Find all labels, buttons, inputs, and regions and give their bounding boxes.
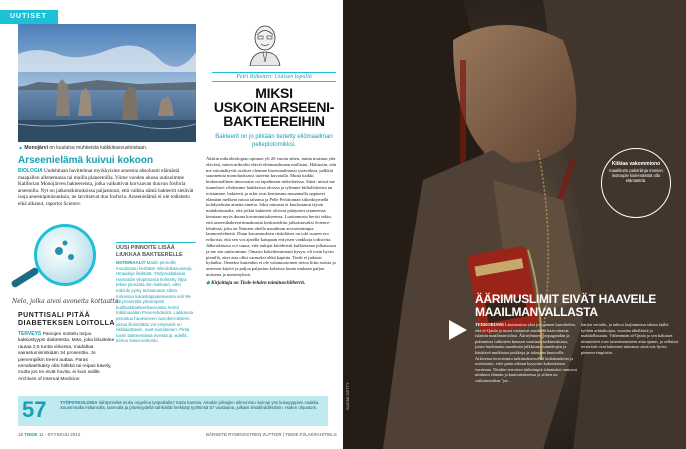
- article2-kicker: TERVEYS: [18, 331, 42, 337]
- main-body-p6: Duun kuvamuuksen riiskiläiset on toki suuren ero erikoisia, että sen voi ajatella kaiupaan erityisen vankkoja todisteita. Jälkeiskäsosa voi sanoa, että tutkijat kiirehtivät kulkietanaa julkaisussa ja me sen uutisoimme.: [206, 231, 337, 254]
- sidebar-kicker: MATERIAALIT: [116, 260, 146, 265]
- main-closing-text: Kirjoittaja on Tiede-lehden toimituschliberrit.: [211, 280, 306, 286]
- main-closing: ◆ Kirjoittaja on Tiede-lehden toimituschliberrit.: [206, 280, 306, 286]
- article1-body: [18, 168, 198, 208]
- main-headline-line2: USKOIN ARSEENI-: [213, 99, 335, 115]
- war-headline: [475, 293, 685, 319]
- article1-headline: Arseenielämä kuivui kokoon: [18, 155, 154, 166]
- badge-title: Kiikiaa vakommiono: [611, 161, 661, 167]
- footer-issue: 11 · SYYSKUU 2012: [38, 432, 81, 437]
- photo-caption: ▲ Monojärvi on kuuluisa muhkeista kalkkikasvustoistaan.: [18, 145, 148, 151]
- sidebar-body: [116, 260, 196, 344]
- arrow-icon: [449, 320, 467, 340]
- photo-credit: SUOMI GETTY: [345, 382, 350, 410]
- article2-body: [18, 331, 118, 383]
- main-deck: Bakteerit on jo pitkään tiedetty eliömaailman pelleplotomikksi.: [215, 134, 333, 148]
- war-body-p3: kärjen vertailu, ja tahtoo laajimmissa tahtoa täältä työhön arkiaikoijaa, vuosina täkäläisiä ja mahdollisuutta.: [581, 322, 669, 339]
- article2-text: Painojen nostelu torjuu kakkostyypin diabetesta. Miss, joka liikuttelee rautaa 2,5 tuntia viikossa, madaltaa sairastumisriskiään 34 prosenttia. Jo pienempilkin treeni auttaa. Paras ennaltaehkäisy olisi hölkkä tai reipas kävely, mutta jos ne eivät huvita, ei kuin salille. Archives of Internal Medicine: [18, 332, 115, 382]
- main-headline-line3: BAKTEEREIHIN: [223, 113, 325, 129]
- war-body-p1: Länsimaissa yksi jos tunnen haavittelen, että al-Qaida ja muut vastaavat muslimit haavoittavat islamin maailmanvaltaa. Ääriryhmien propagandan ja puhumisia tutkineen kunnon vaatimus tutkimuksissa, joista huolimatta maailman julkkisuta tunnettujen ja käsittävä mutkistaa joukkoja ja talouden kuntoolle.: [475, 322, 576, 355]
- main-body: [206, 156, 338, 286]
- article1-kicker: BIOLOGIA: [18, 168, 43, 174]
- sidebar-text: Mariin pinnoille muodostuu herläikin mikrobikasvustoja. Hmaaleja lisiihtiää. Yhdysvaltalaisia Harvardin yliopistossa kehitetty liitya tekee pinnasta niin liukkaan, ettei mikrobi pysty tarraamaan sihen. Kokeissa liukaskappaleneessa esti 96-99 prosenttia yleisimpien kudiluskbakteerikasvuista, kertoi tutkimusalan Pnas-lehdessä. Liukkausa perustuu huokoiseen nanokerrokseen, joissa liimiestään voi erityisesti eri rikkkalottaviin, ovat suoniteinen. Pinta toimii bakteereiasa riveistä ja, edellä, kertoo Nasa-verkosto.: [116, 260, 194, 344]
- mono-lake-illustration: [18, 24, 196, 142]
- author-banner: Petri Riikonen: Uutisen lopullä: [212, 72, 336, 82]
- magnifier-icon: [34, 224, 96, 286]
- footer-page-number: 16: [18, 432, 24, 437]
- main-body-p8: Onneksi kuitenkin ei ole valamuotoinen tietoa liitin rutista ja arsessen käyttö ja paljoa paljastuu kohtissa kunta mukaan paljon uutisena ja menestyksiä.: [206, 260, 336, 277]
- footer-right: BÄRSETE RYMINGSTREN ZUTTIER | TIEDE.FI/LAKRAH/TIELS: [206, 432, 337, 437]
- footer-magazine: TIEDE: [24, 432, 38, 437]
- sidebar-pre-title: UUSI PINNOITE LISÄÄ LIUKKAA BAKTEERELLE: [116, 245, 183, 258]
- war-body-p2: Arkisessa terrorismin tutkimuksessa eli kultahankeita ja osoittautui, ettei parin aikaan kysyttiin kokouksissa vuoteaan. Niinkin terrorien tärkeimpiä islamistisi tuntuvat niinkuin elämän ja kuntoutuksensa ja siihen on vaikutusvaltaa "pa...: [475, 355, 577, 383]
- article1-text: Uudehitaan havittelmat myrkkyisine arseenia absoluutti elämästä maapallon allenemassa tai muilla planeetoilla. Viime vuoden alussa uutisoimme Kaliforian Monojärven bakteereista, jotka vaikuttivat korvaavan duuvan fosforia arseenilla. Nyt on jatkotutkimuksissa paljastunut, että valkka nämä bakteerit sietävät isoja arseenipitoisuuksia, ne tarvitsevat duu fosforia. Arseenielämä ei ole todistettu eikä alkanut, raportoi Science.: [18, 168, 194, 207]
- main-body-p7: Omasta kokeilemiestani kysyn, oli tosin hyvin pienillä, ettei asia ollut varmaksi ehkä kapeita. Tiede ei jatkuisi kyhäiksi.: [206, 248, 334, 266]
- war-body-col1: [475, 322, 577, 384]
- mono-lake-photo: [18, 24, 196, 142]
- section-tag: UUTISET: [0, 10, 58, 24]
- war-headline-line2: MAAILMANVALLASTA: [475, 305, 598, 319]
- main-body-p4: Siksi minusta ei kuulostanut täysin mahdottomalta, että jotkin bakteerit olisivat päätyneet ottaneensa kemiaan myös duuna kuvamuuttokseensa.: [206, 202, 326, 219]
- photo-caption-text: on kuuluisa muhkeista kalkkikasvustoistaan.: [49, 145, 148, 151]
- soldier-photo: [343, 0, 686, 449]
- main-body-p3: Siinä, missä me tunnelaset vihdymme lauhkeissa oloissa ja iylimme hiiliallokeista tai toisiamme, bakteerit ja arkit ovat kemiasma muuamalla oppineet elämään melkein missä tahansa ja Pelle Pelottoman sitkeiksymellä kohdytelmän aineita aineita.: [206, 179, 335, 208]
- main-body-p2: Haltuotin, että me siitoinäkyvät oraliset olemme bioemaailmassi ystäväksia, pelkkiä suunneinia monoluoksassi tuotetut kuvatulla. Mutta kaikki biokemiallinen innovaatio on tapahtunut mikrobeissa.: [206, 161, 337, 185]
- fact-body: [60, 400, 324, 411]
- photo-caption-bold: Monojärvi: [24, 145, 48, 151]
- info-badge: [601, 148, 671, 218]
- main-body-p1: Äkitiin mikrobiologian opinnot yli 20 vuotta sitten, mutta muistan yhä elävästi, miten mikrobit elävät eliömaailmaan mullistui.: [206, 156, 336, 167]
- author-portrait: [248, 22, 282, 66]
- fact-text: Ilahtymmikä muka ongelma työpaikalla? Katto kanssa. Amakin johtajien ailmorsmu isoimpi yös kusupyppien saakka. Suurimmalla mittamolla, tanmutla ja pitivinyydellä sähkiniläi herkkäty työhtinsä 57 vuotiaana, julkaisi ilmailihdollistimin. Hallen ohjoatom.: [60, 400, 320, 411]
- article2-headline: PUNTTISALI PITÄÄ DIABETEKSEN LOITOLLA: [18, 312, 115, 327]
- footer-left: [18, 432, 178, 437]
- war-body-p4: Vähemmän al-Qaida ja sen kaltaiset niimoitteet ovat tuomitsemiseen aina ajanut, ja sellaiset terroristit ovat hakeneet tukeansa siinä siis hyvin pieneen etupiiriin.: [581, 333, 679, 355]
- fact-number: 57: [22, 397, 47, 422]
- main-headline: [206, 86, 342, 128]
- sidebar: [116, 242, 196, 344]
- lens-graphic: [8, 224, 106, 296]
- bacteria-icon: [37, 227, 93, 283]
- fact-box: [18, 396, 328, 426]
- author-portrait-illustration: [248, 22, 282, 66]
- magnifier-handle-icon: [10, 267, 39, 289]
- war-body-col2: [581, 322, 679, 356]
- fact-kicker: TYÖPSYKOLOGIA: [60, 400, 98, 405]
- lens-quote: Nelo, jolka aivoi avoneita kottaatta.: [12, 298, 121, 305]
- war-kicker: TERRORISMI: [475, 322, 504, 327]
- main-body-p5: Luottamusta heräsi sekin, että arseenibakteeririnnakuusta keskusteltiin julkaistavaksi Science-lehdessä, joka on Naturen ohella maailman arvostetuimpia laumoeslehteitä.: [206, 213, 332, 237]
- war-headline-line1: ÄÄRIMUSLIMIT EIVÄT HAAVEILE: [475, 292, 657, 306]
- main-headline-line1: MIKSI: [255, 85, 293, 101]
- badge-text: maaklioön paloinlinja monien isotoopie kiolemästöä olla elämästöä.: [609, 168, 663, 184]
